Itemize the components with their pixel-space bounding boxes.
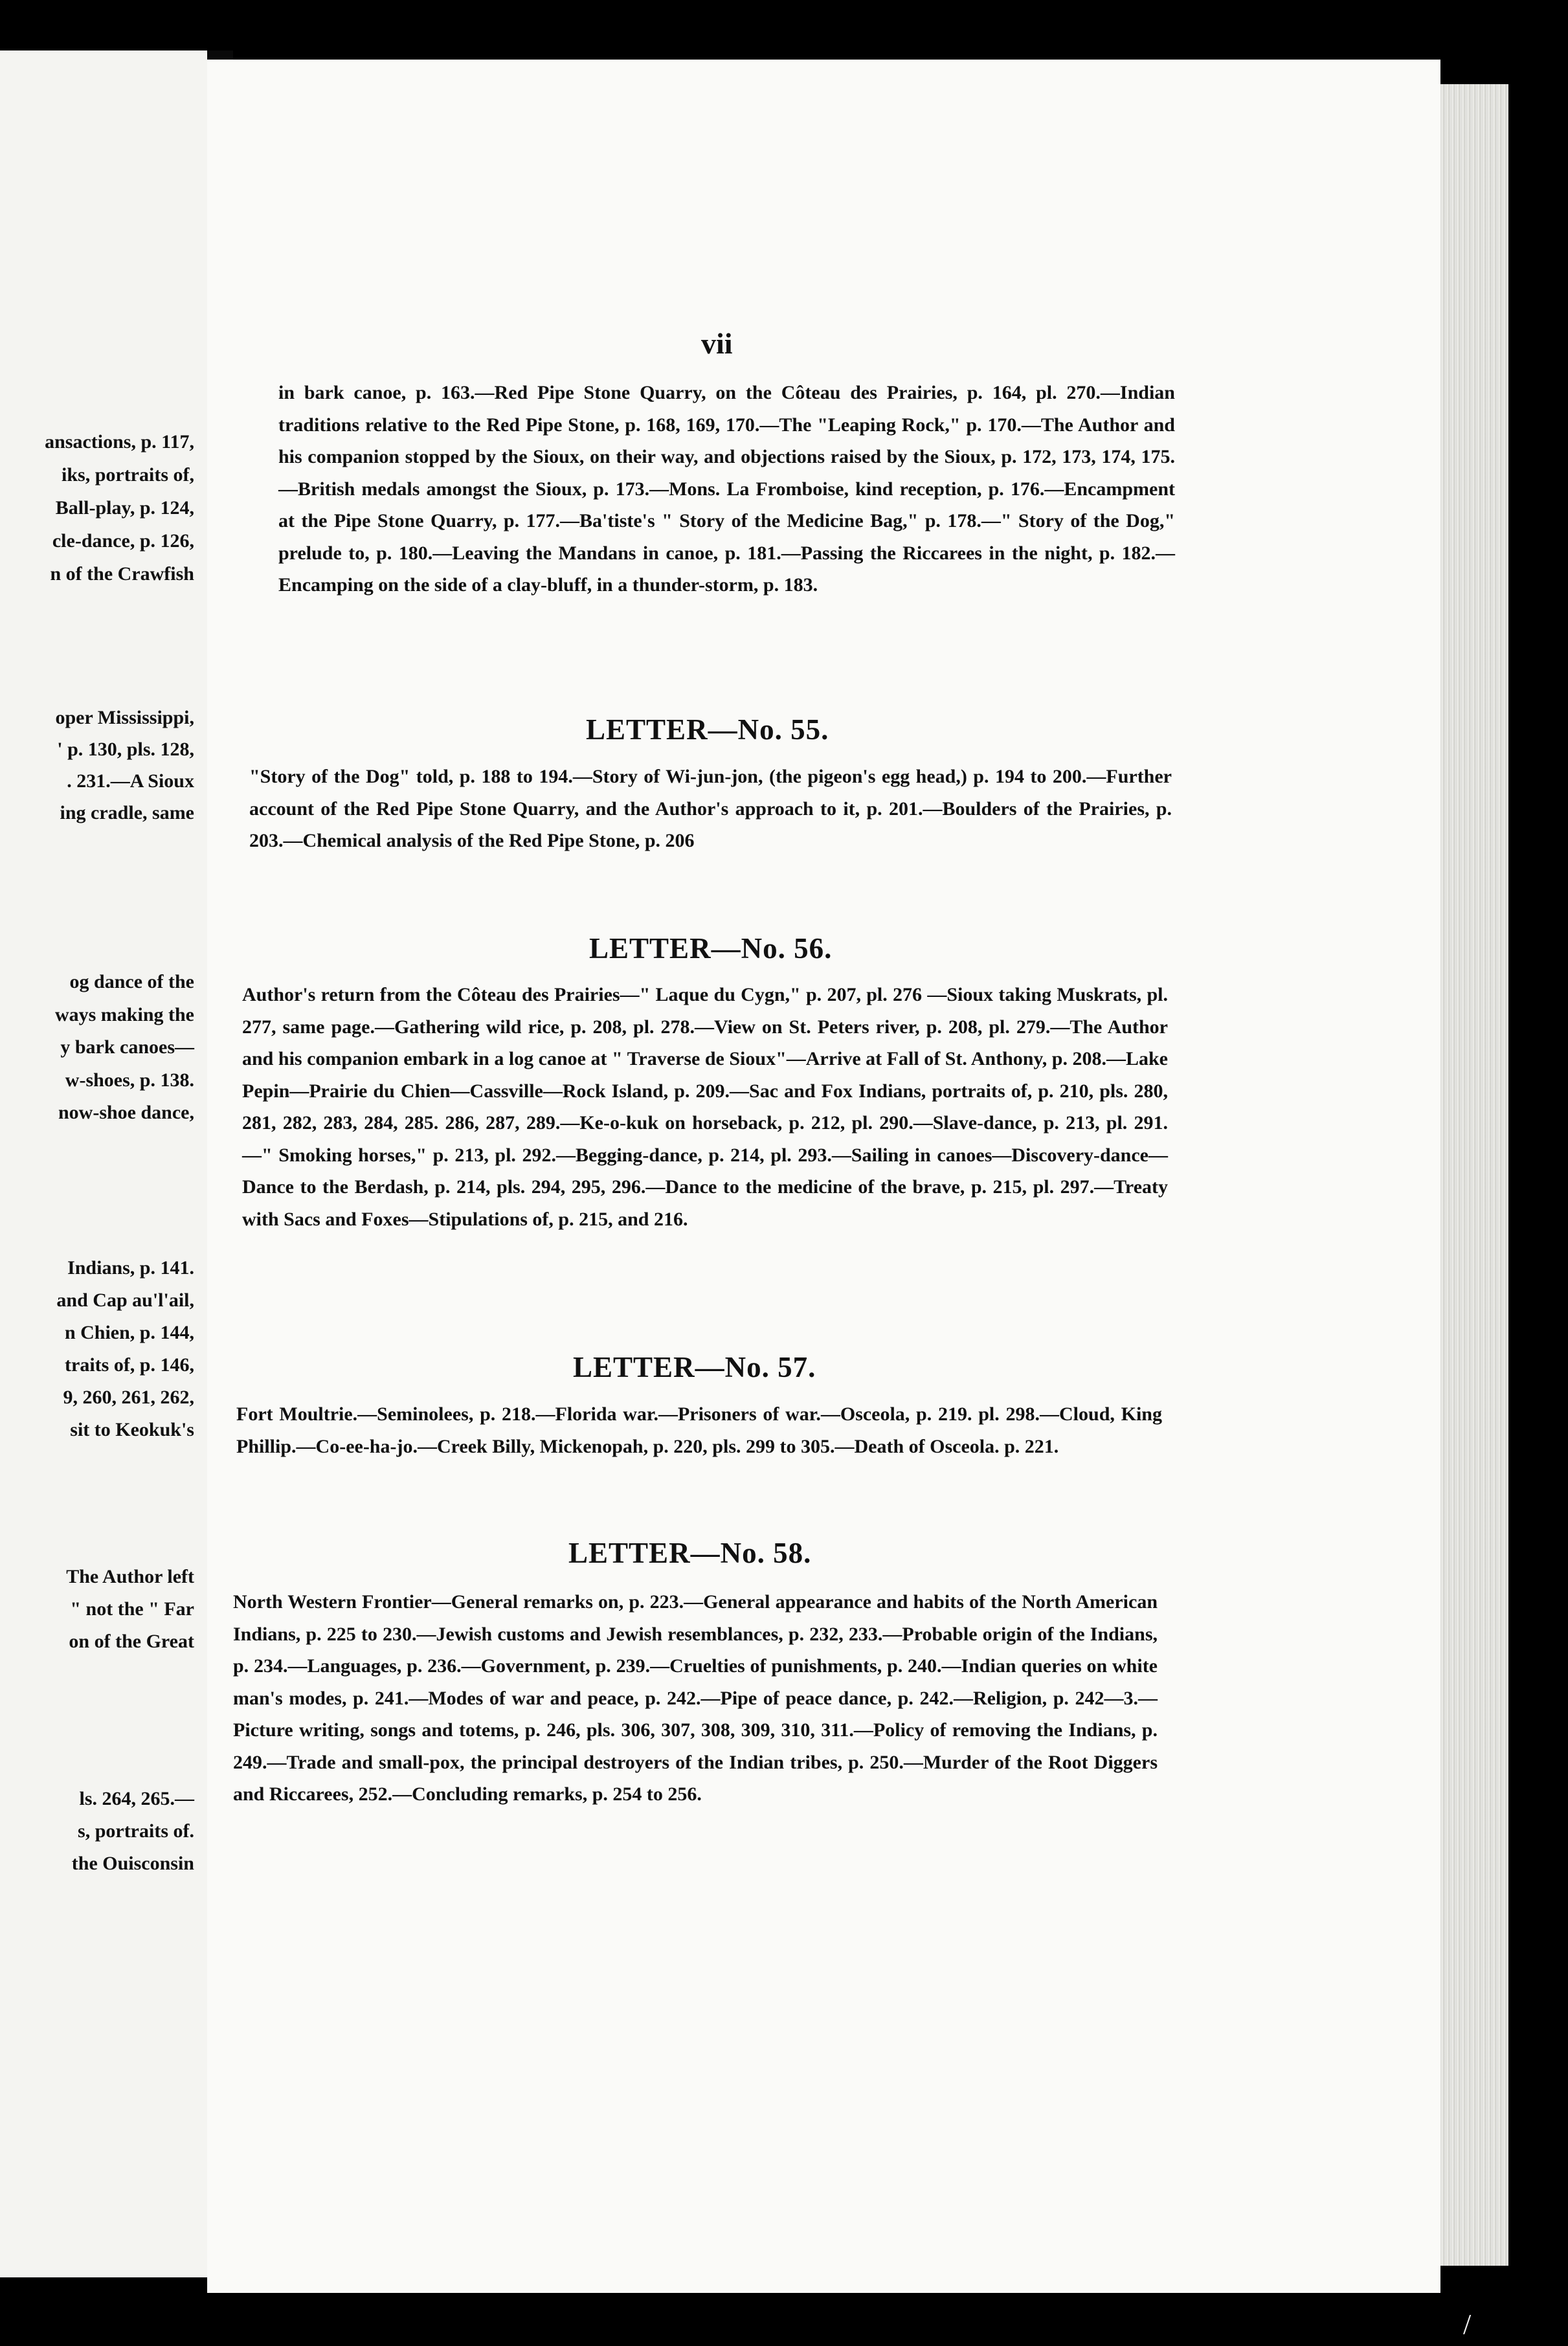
intro-paragraph: in bark canoe, p. 163.—Red Pipe Stone Quarry, on the Côteau des Prairies, p. 164, pl. 270.—Indian traditions relative to the Red Pipe Stone, p. 168, 169, 170.—The "Leaping Rock," p. 170.—The Author and his companion stopped by the Sioux, on their way, and objections raised by the Sioux, p. 172, 173, 174, 175.—British medals amongst the Sioux, p. 173.—Mons. La Fromboise, kind reception, p. 176.—Encampment at the Pipe Stone Quarry, p. 177.—Ba'tiste's " Story of the Medicine Bag," p. 178.—" Story of the Dog," prelude to, p. 180.—Leaving the Mandans in canoe, p. 181.—Passing the Riccarees in the night, p. 182.—Encamping on the side of a clay-bluff, in a thunder-storm, p. 183. xyxy=(278,382,1175,596)
letter-57-text: Fort Moultrie.—Seminolees, p. 218.—Florida war.—Prisoners of war.—Osceola, p. 219. pl. 298.—Cloud, King Phillip.—Co-ee-ha-jo.—Creek Billy, Mickenopah, p. 220, pls. 299 to 305.—Death of Osceola. p. 221. xyxy=(236,1403,1162,1457)
letter-55-heading: LETTER—No. 55. xyxy=(586,713,829,746)
page-edges xyxy=(1440,84,1508,2266)
left-page-line: s, portraits of. xyxy=(78,1820,194,1842)
letter-58-heading: LETTER—No. 58. xyxy=(568,1537,812,1569)
left-page-line: y bark canoes— xyxy=(60,1036,194,1058)
left-page-line: iks, portraits of, xyxy=(62,464,194,486)
letter-56-text: Author's return from the Côteau des Prairies—" Laque du Cygn," p. 207, pl. 276 —Sioux taking Muskrats, pl. 277, same page.—Gathering wild rice, p. 208, pl. 278.—View on St. Peters river, p. 208, pl. 279.—The Author and his companion embark in a log canoe at " Traverse de Sioux"—Arrive at Fall of St. Anthony, p. 208.—Lake Pepin—Prairie du Chien—Cassville—Rock Island, p. 209.—Sac and Fox Indians, portraits of, p. 210, pls. 280, 281, 282, 283, 284, 285. 286, 287, 289.—Ke-o-kuk on horseback, p. 212, pl. 290.—Slave-dance, p. 213, pl. 291.—" Smoking horses," p. 213, pl. 292.—Begging-dance, p. 214, pl. 293.—Sailing in canoes—Discovery-dance—Dance to the Berdash, p. 214, pls. 294, 295, 296.—Dance to the medicine of the brave, p. 215, pl. 297.—Treaty with Sacs and Foxes—Stipulations of, p. 215, and 216. xyxy=(242,984,1168,1230)
left-page-line: ways making the xyxy=(54,1004,194,1025)
left-page-line: cle-dance, p. 126, xyxy=(52,530,194,552)
scan-tick-mark: / xyxy=(1463,2308,1472,2340)
left-page-line: Ball-play, p. 124, xyxy=(55,497,194,519)
left-page-edge xyxy=(0,50,207,2277)
left-page-line: Indians, p. 141. xyxy=(67,1257,194,1279)
left-page-line: w-shoes, p. 138. xyxy=(65,1069,194,1091)
left-page-line: the Ouisconsin xyxy=(71,1853,194,1874)
left-page-line: now-shoe dance, xyxy=(58,1102,194,1123)
left-page-line: " not the " Far xyxy=(70,1598,194,1620)
left-page-line: . 231.—A Sioux xyxy=(67,770,194,792)
left-page-line: ing cradle, same xyxy=(60,802,194,823)
left-page-line: n of the Crawfish xyxy=(50,563,194,585)
left-page-line: and Cap au'l'ail, xyxy=(56,1290,194,1311)
left-page-line: 9, 260, 261, 262, xyxy=(63,1387,194,1408)
left-page-line: on of the Great xyxy=(69,1631,194,1652)
left-page-line: sit to Keokuk's xyxy=(70,1419,194,1440)
left-page-line: ansactions, p. 117, xyxy=(45,431,194,452)
left-page-line: The Author left xyxy=(66,1566,194,1587)
left-page-line: traits of, p. 146, xyxy=(65,1354,194,1376)
letter-56-heading: LETTER—No. 56. xyxy=(589,932,833,965)
left-page-line: n Chien, p. 144, xyxy=(64,1322,194,1343)
left-page-line: ' p. 130, pls. 128, xyxy=(57,739,194,760)
letter-58-text: North Western Frontier—General remarks on, p. 223.—General appearance and habits of the North American Indians, p. 225 to 230.—Jewish customs and Jewish resemblances, p. 232, 233.—Probable origin of the Indians, p. 234.—Languages, p. 236.—Government, p. 239.—Cruelties of punishments, p. 240.—Indian queries on white man's modes, p. 241.—Modes of war and peace, p. 242.—Pipe of peace dance, p. 242.—Religion, p. 242—3.—Picture writing, songs and totems, p. 246, pls. 306, 307, 308, 309, 310, 311.—Policy of removing the Indians, p. 249.—Trade and small-pox, the principal destroyers of the Indian tribes, p. 250.—Murder of the Root Diggers and Riccarees, 252.—Concluding remarks, p. 254 to 256. xyxy=(233,1591,1158,1805)
letter-57-heading: LETTER—No. 57. xyxy=(573,1351,816,1383)
left-page-line: og dance of the xyxy=(69,971,194,992)
page-number: vii xyxy=(701,327,733,360)
left-page-line: ls. 264, 265.— xyxy=(79,1788,194,1809)
left-page-line: oper Mississippi, xyxy=(55,707,194,728)
letter-55-text: "Story of the Dog" told, p. 188 to 194.—Story of Wi-jun-jon, (the pigeon's egg head,) p. 194 to 200.—Further account of the Red Pipe Stone Quarry, and the Author's approach to it, p. 201.—Boulders of the Prairies, p. 203.—Chemical analysis of the Red Pipe Stone, p. 206 xyxy=(249,766,1172,851)
